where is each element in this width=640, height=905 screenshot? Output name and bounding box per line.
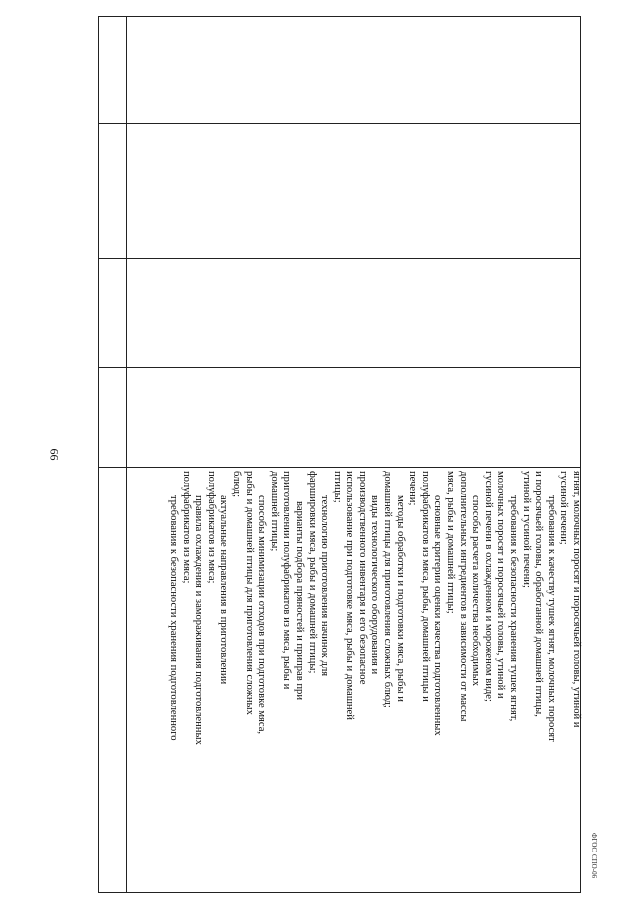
content-line: ягнят, молочных поросят и поросячьей головы, утиной и	[571, 471, 582, 728]
content-line: технологию приготовления начинок для	[319, 495, 331, 677]
content-line: требования к безопасности хранения подготовленного	[168, 495, 179, 741]
content-line: домашней птицы для приготовления сложных блюд;	[382, 471, 394, 708]
content-line: полуфабрикатов из мяса;	[180, 471, 192, 584]
content-line: полуфабрикатов из мяса, рыбы, домашней птицы и	[419, 471, 431, 702]
content-line: домашней птицы;	[268, 471, 280, 552]
content-line: способы расчета количества необходимых	[470, 495, 482, 686]
content-line: гусиной печени;	[558, 471, 570, 545]
row-divider-4	[98, 123, 581, 124]
content-line: приготовлении полуфабрикатов из мяса, рыбы и	[281, 471, 293, 690]
row-divider-3	[98, 258, 581, 259]
content-line: рыбы и домашней птицы для приготовления сложных	[243, 471, 255, 715]
content-line: виды технологического оборудования и	[369, 495, 381, 675]
content-line: гусиной печени в охлажденном и мороженом виде;	[482, 471, 494, 702]
content-line: требования к безопасности хранения тушек ягнят,	[508, 495, 520, 722]
content-line: актуальные направления в приготовлении	[218, 495, 230, 685]
content-line: полуфабрикатов из мяса;	[205, 471, 217, 584]
content-line: требования к качеству тушек ягнят, молочных поросят	[545, 495, 557, 742]
content-line: блюд;	[230, 471, 242, 498]
content-cell	[106, 467, 584, 882]
content-line: птицы;	[331, 471, 343, 503]
content-line: правила охлаждения и замораживания подготовленных	[193, 495, 205, 745]
content-line: дополнительных ингредиентов в зависимости от массы	[457, 471, 469, 722]
content-line: варианты подбора пряностей и приправ при	[293, 501, 305, 701]
content-line: использование при подготовке мяса, рыбы и домашней	[344, 471, 356, 720]
content-line: основные критерии оценки качества подготовленных	[432, 495, 444, 736]
content-line: мяса, рыбы и домашней птицы;	[445, 471, 457, 614]
content-line: утиной и гусиной печени;	[520, 471, 532, 588]
content-line: способы минимизации отходов при подготовке мяса,	[256, 495, 268, 735]
content-line: молочных поросят и поросячьей головы, утиной и	[495, 471, 507, 699]
footer-code: ФГОС СПО-06	[590, 833, 598, 879]
content-line: фаршировки мяса, рыбы и домашней птицы;	[306, 471, 318, 674]
content-line: и поросячьей головы, обработанной домашней птицы,	[533, 471, 545, 717]
content-line: методы обработки и подготовки мяса, рыбы и	[394, 495, 406, 702]
row-divider-2	[98, 367, 581, 368]
content-line: производственного инвентаря и его безопасное	[356, 471, 368, 685]
page-number: 66	[47, 448, 62, 461]
content-line: печени;	[407, 471, 419, 506]
